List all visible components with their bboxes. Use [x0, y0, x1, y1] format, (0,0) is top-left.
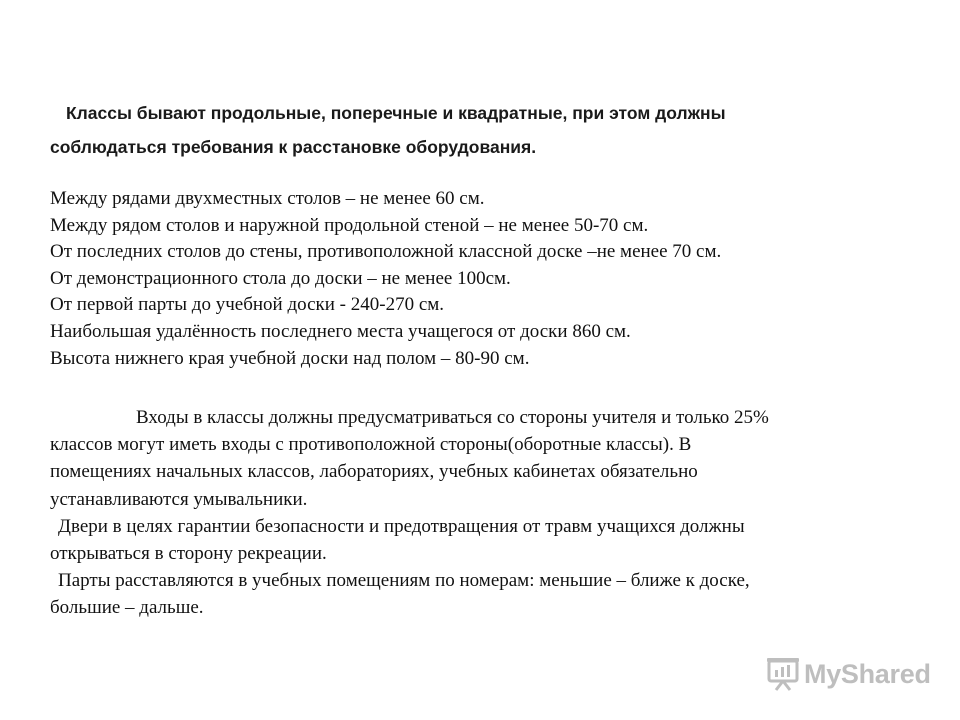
rule-line: Между рядами двухместных столов – не менее 60 см. — [50, 188, 485, 209]
heading-line-1: Классы бывают продольные, поперечные и квадратные, при этом должны — [66, 103, 726, 123]
paragraph-line: открываться в сторону рекреации. — [50, 542, 327, 564]
presentation-board-icon — [766, 656, 800, 692]
paragraph-line: помещениях начальных классов, лабораториях, учебных кабинетах обязательно — [50, 461, 698, 483]
paragraph-line: классов могут иметь входы с противоположной стороны(оборотные классы). В — [50, 434, 692, 456]
paragraph-line: Входы в классы должны предусматриваться со стороны учителя и только 25% — [136, 407, 769, 428]
paragraph-line: устанавливаются умывальники. — [50, 488, 308, 510]
rule-line: Высота нижнего края учебной доски над полом – 80-90 см. — [50, 347, 530, 369]
paragraph-line: большие – дальше. — [50, 597, 204, 619]
heading — [50, 98, 910, 162]
rule-line: Наибольшая удалённость последнего места учащегося от доски 860 см. — [50, 320, 631, 342]
heading-line-2: соблюдаться требования к расстановке оборудования. — [50, 137, 537, 157]
rule-line: От демонстрационного стола до доски – не менее 100см. — [50, 267, 511, 289]
paragraph-line: Парты расставляются в учебных помещениям по номерам: меньшие – ближе к доске, — [58, 570, 750, 592]
spacing-rules-list — [50, 186, 910, 372]
requirements-paragraphs — [50, 404, 910, 622]
rule-line: От последних столов до стены, противоположной классной доске –не менее 70 см. — [50, 241, 722, 263]
rule-line: Между рядом столов и наружной продольной стеной – не менее 50-70 см. — [50, 214, 649, 236]
rule-line: От первой парты до учебной доски - 240-270 см. — [50, 294, 445, 316]
paragraph-line: Двери в целях гарантии безопасности и предотвращения от травм учащихся должны — [58, 515, 745, 537]
myshared-watermark — [766, 654, 931, 694]
watermark-text: MyShared — [804, 658, 931, 689]
